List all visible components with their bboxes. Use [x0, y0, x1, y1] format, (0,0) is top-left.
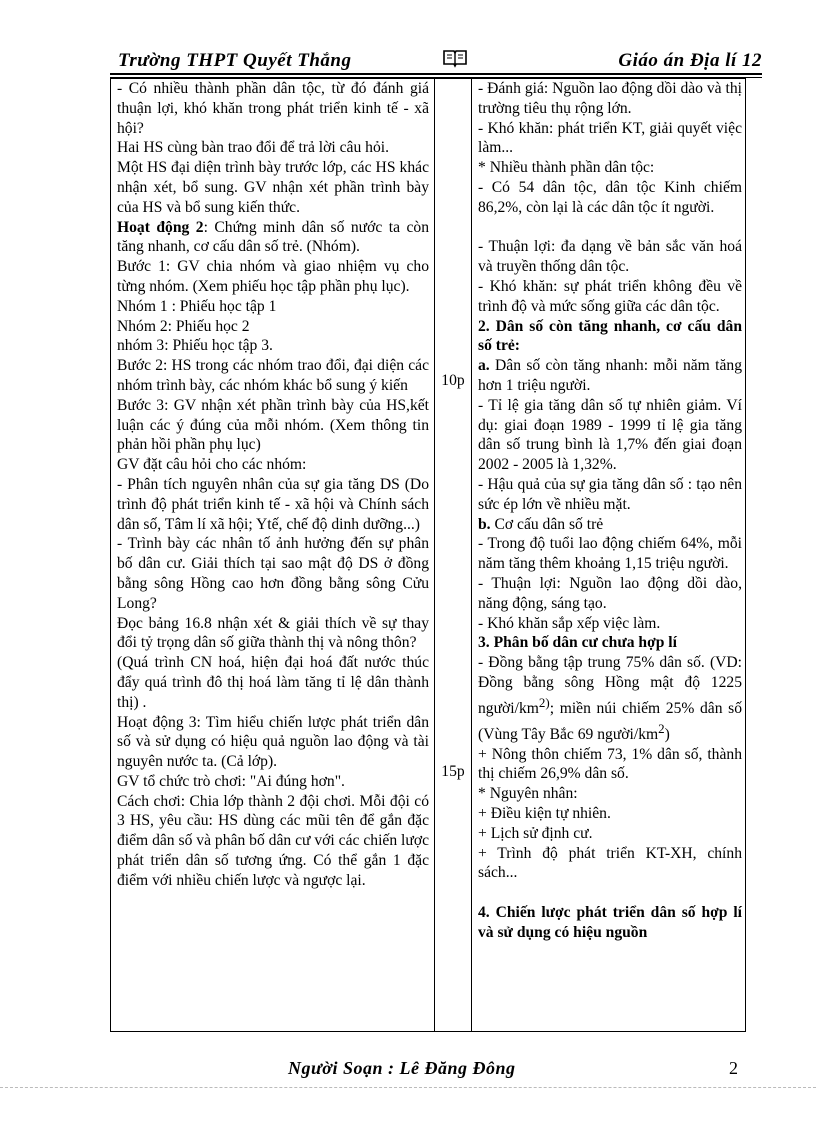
page-footer — [110, 1058, 762, 1082]
left-line-1: - Có nhiều thành phần dân tộc, từ đó đánh giá thuận lợi, khó khăn trong phát triển kinh tế - xã hội? — [117, 80, 429, 137]
content-column — [472, 79, 746, 1032]
left-line-11: - Phân tích nguyên nhân của sự gia tăng DS (Do trình độ phát triển kinh tế - xã hội và Chính sách dân số, Tâm lí xã hội; Ytế, chế độ dinh dưỡng...) — [117, 475, 429, 533]
left-line-17: Cách chơi: Chia lớp thành 2 đội chơi. Mỗi đội có 3 HS, yêu cầu: HS dùng các mũi tên để gắn đặc điểm dân số và phân bố dân cư với các chiến lược phát triển dân số tương ứng. Có thể gắn 1 đặc điểm với nhiều chiến lược và ngược lại. — [117, 792, 429, 889]
right-line-b: b. Cơ cấu dân số trẻ — [478, 515, 604, 533]
table-row — [111, 79, 746, 1032]
right-line-3: * Nhiều thành phần dân tộc: — [478, 159, 655, 177]
school-name: Trường THPT Quyết Thắng — [118, 50, 352, 71]
lesson-table — [110, 78, 746, 1032]
time-column — [435, 79, 472, 1032]
activity-2-text: : Chứng minh dân số nước ta còn tăng nhanh, cơ cấu dân số trẻ. (Nhóm). — [117, 218, 429, 256]
left-line-16: GV tổ chức trò chơi: "Ai đúng hơn". — [117, 772, 345, 790]
left-line-13: Đọc bảng 16.8 nhận xét & giải thích về sự thay đổi tỷ trọng dân số giữa thành thị và nông thôn? — [117, 614, 429, 652]
left-line-15: Hoạt động 3: Tìm hiểu chiến lược phát triển dân số và sử dụng có hiệu quả nguồn lao động và tài nguyên nước ta. (Cả lớp). — [117, 713, 429, 771]
left-line-3: Một HS đại diện trình bày trước lớp, các HS khác nhận xét, bổ sung. GV nhận xét phần trình bày của HS và bổ sung kiến thức. — [117, 159, 429, 216]
right-line-10: - Thuận lợi: Nguồn lao động dồi dào, năng động, sáng tạo. — [478, 574, 742, 612]
footer-divider — [0, 1087, 816, 1088]
right-line-2: - Khó khăn: phát triển KT, giải quyết việc làm... — [478, 119, 742, 157]
page-header — [112, 46, 760, 74]
right-line-4: - Có 54 dân tộc, dân tộc Kinh chiếm 86,2%, còn lại là các dân tộc ít người. — [478, 178, 742, 216]
time-10p: 10p — [441, 372, 465, 389]
right-line-14: * Nguyên nhân: — [478, 785, 578, 803]
teacher-student-activities — [111, 79, 435, 1032]
section-2-heading: 2. Dân số còn tăng nhanh, cơ cấu dân số trẻ: — [478, 317, 742, 355]
left-line-8: Bước 2: HS trong các nhóm trao đổi, đại diện các nhóm trình bày, các nhóm khác bổ sung ý kiến — [117, 357, 429, 394]
right-line-13: + Nông thôn chiếm 73, 1% dân số, thành thị chiếm 26,9% dân số. — [478, 745, 742, 783]
right-line-15: + Điều kiện tự nhiên. — [478, 805, 611, 823]
right-line-12: - Đồng bằng tập trung 75% dân số. (VD: Đồng bằng sông Hồng mật độ 1225 người/$km^{2)}$; miền núi chiếm 25% dân số (Vùng Tây Bắc 69 người/$km^2$) — [478, 654, 742, 743]
time-15p: 15p — [441, 763, 465, 780]
right-line-8: - Hậu quả của sự gia tăng dân số : tạo nên sức ép lớn về nhiều mặt. — [478, 475, 742, 513]
activity-2-label: Hoạt động 2 — [117, 218, 204, 236]
right-line-6: - Khó khăn: sự phát triển không đều về trình độ và mức sống giữa các dân tộc. — [478, 277, 742, 315]
right-line-16: + Lịch sử định cư. — [478, 824, 593, 842]
left-line-10: GV đặt câu hỏi cho các nhóm: — [117, 456, 307, 474]
section-4-heading: 4. Chiến lược phát triển dân số hợp lí và sử dụng có hiệu nguồn — [478, 904, 742, 941]
right-line-5: - Thuận lợi: đa dạng về bản sắc văn hoá và truyền thống dân tộc. — [478, 238, 742, 276]
left-line-9: Bước 3: GV nhận xét phần trình bày của HS,kết luận các ý đúng của mỗi nhóm. (Xem thông tin phản hồi phần phụ lục) — [117, 396, 429, 454]
subject-title: Giáo án Địa lí 12 — [618, 50, 762, 71]
right-line-a: a. Dân số còn tăng nhanh: mỗi năm tăng hơn 1 triệu người. — [478, 357, 742, 394]
open-book-icon — [442, 48, 468, 68]
right-line-17: + Trình độ phát triển KT-XH, chính sách... — [478, 844, 742, 882]
right-line-9: - Trong độ tuổi lao động chiếm 64%, mỗi năm tăng thêm khoảng 1,15 triệu người. — [478, 535, 742, 573]
left-line-5: Nhóm 1 : Phiếu học tập 1 — [117, 297, 277, 315]
left-line-12: - Trình bày các nhân tố ảnh hưởng đến sự phân bố dân cư. Giải thích tại sao mật độ DS ở đồng bằng sông Hồng cao hơn đồng bằng sông Cửu Long? — [117, 535, 429, 612]
activity-2 — [117, 218, 429, 258]
header-divider — [110, 73, 762, 75]
section-3-heading: 3. Phân bố dân cư chưa hợp lí — [478, 634, 677, 652]
right-line-1: - Đánh giá: Nguồn lao động dồi dào và thị trường tiêu thụ rộng lớn. — [478, 80, 742, 117]
left-line-4: Bước 1: GV chia nhóm và giao nhiệm vụ cho từng nhóm. (Xem phiếu học tập phần phụ lục). — [117, 258, 429, 295]
left-line-14: (Quá trình CN hoá, hiện đại hoá đất nước thúc đẩy quá trình đô thị hoá làm tăng tỉ lệ dân thành thị) . — [117, 654, 429, 711]
right-line-11: - Khó khăn sắp xếp việc làm. — [478, 614, 661, 632]
right-line-7: - Tỉ lệ gia tăng dân số tự nhiên giảm. Ví dụ: giai đoạn 1989 - 1999 tỉ lệ gia tăng dân số trung bình là 1,7% đến giai đoạn 2002 - 2005 là 1,32%. — [478, 396, 742, 474]
left-line-6: Nhóm 2: Phiếu học 2 — [117, 317, 250, 335]
left-line-7: nhóm 3: Phiếu học tập 3. — [117, 337, 273, 355]
author-name: Người Soạn : Lê Đăng Đông — [288, 1058, 516, 1078]
left-line-2: Hai HS cùng bàn trao đổi để trả lời câu hỏi. — [117, 139, 389, 157]
page-number: 2 — [729, 1058, 738, 1078]
